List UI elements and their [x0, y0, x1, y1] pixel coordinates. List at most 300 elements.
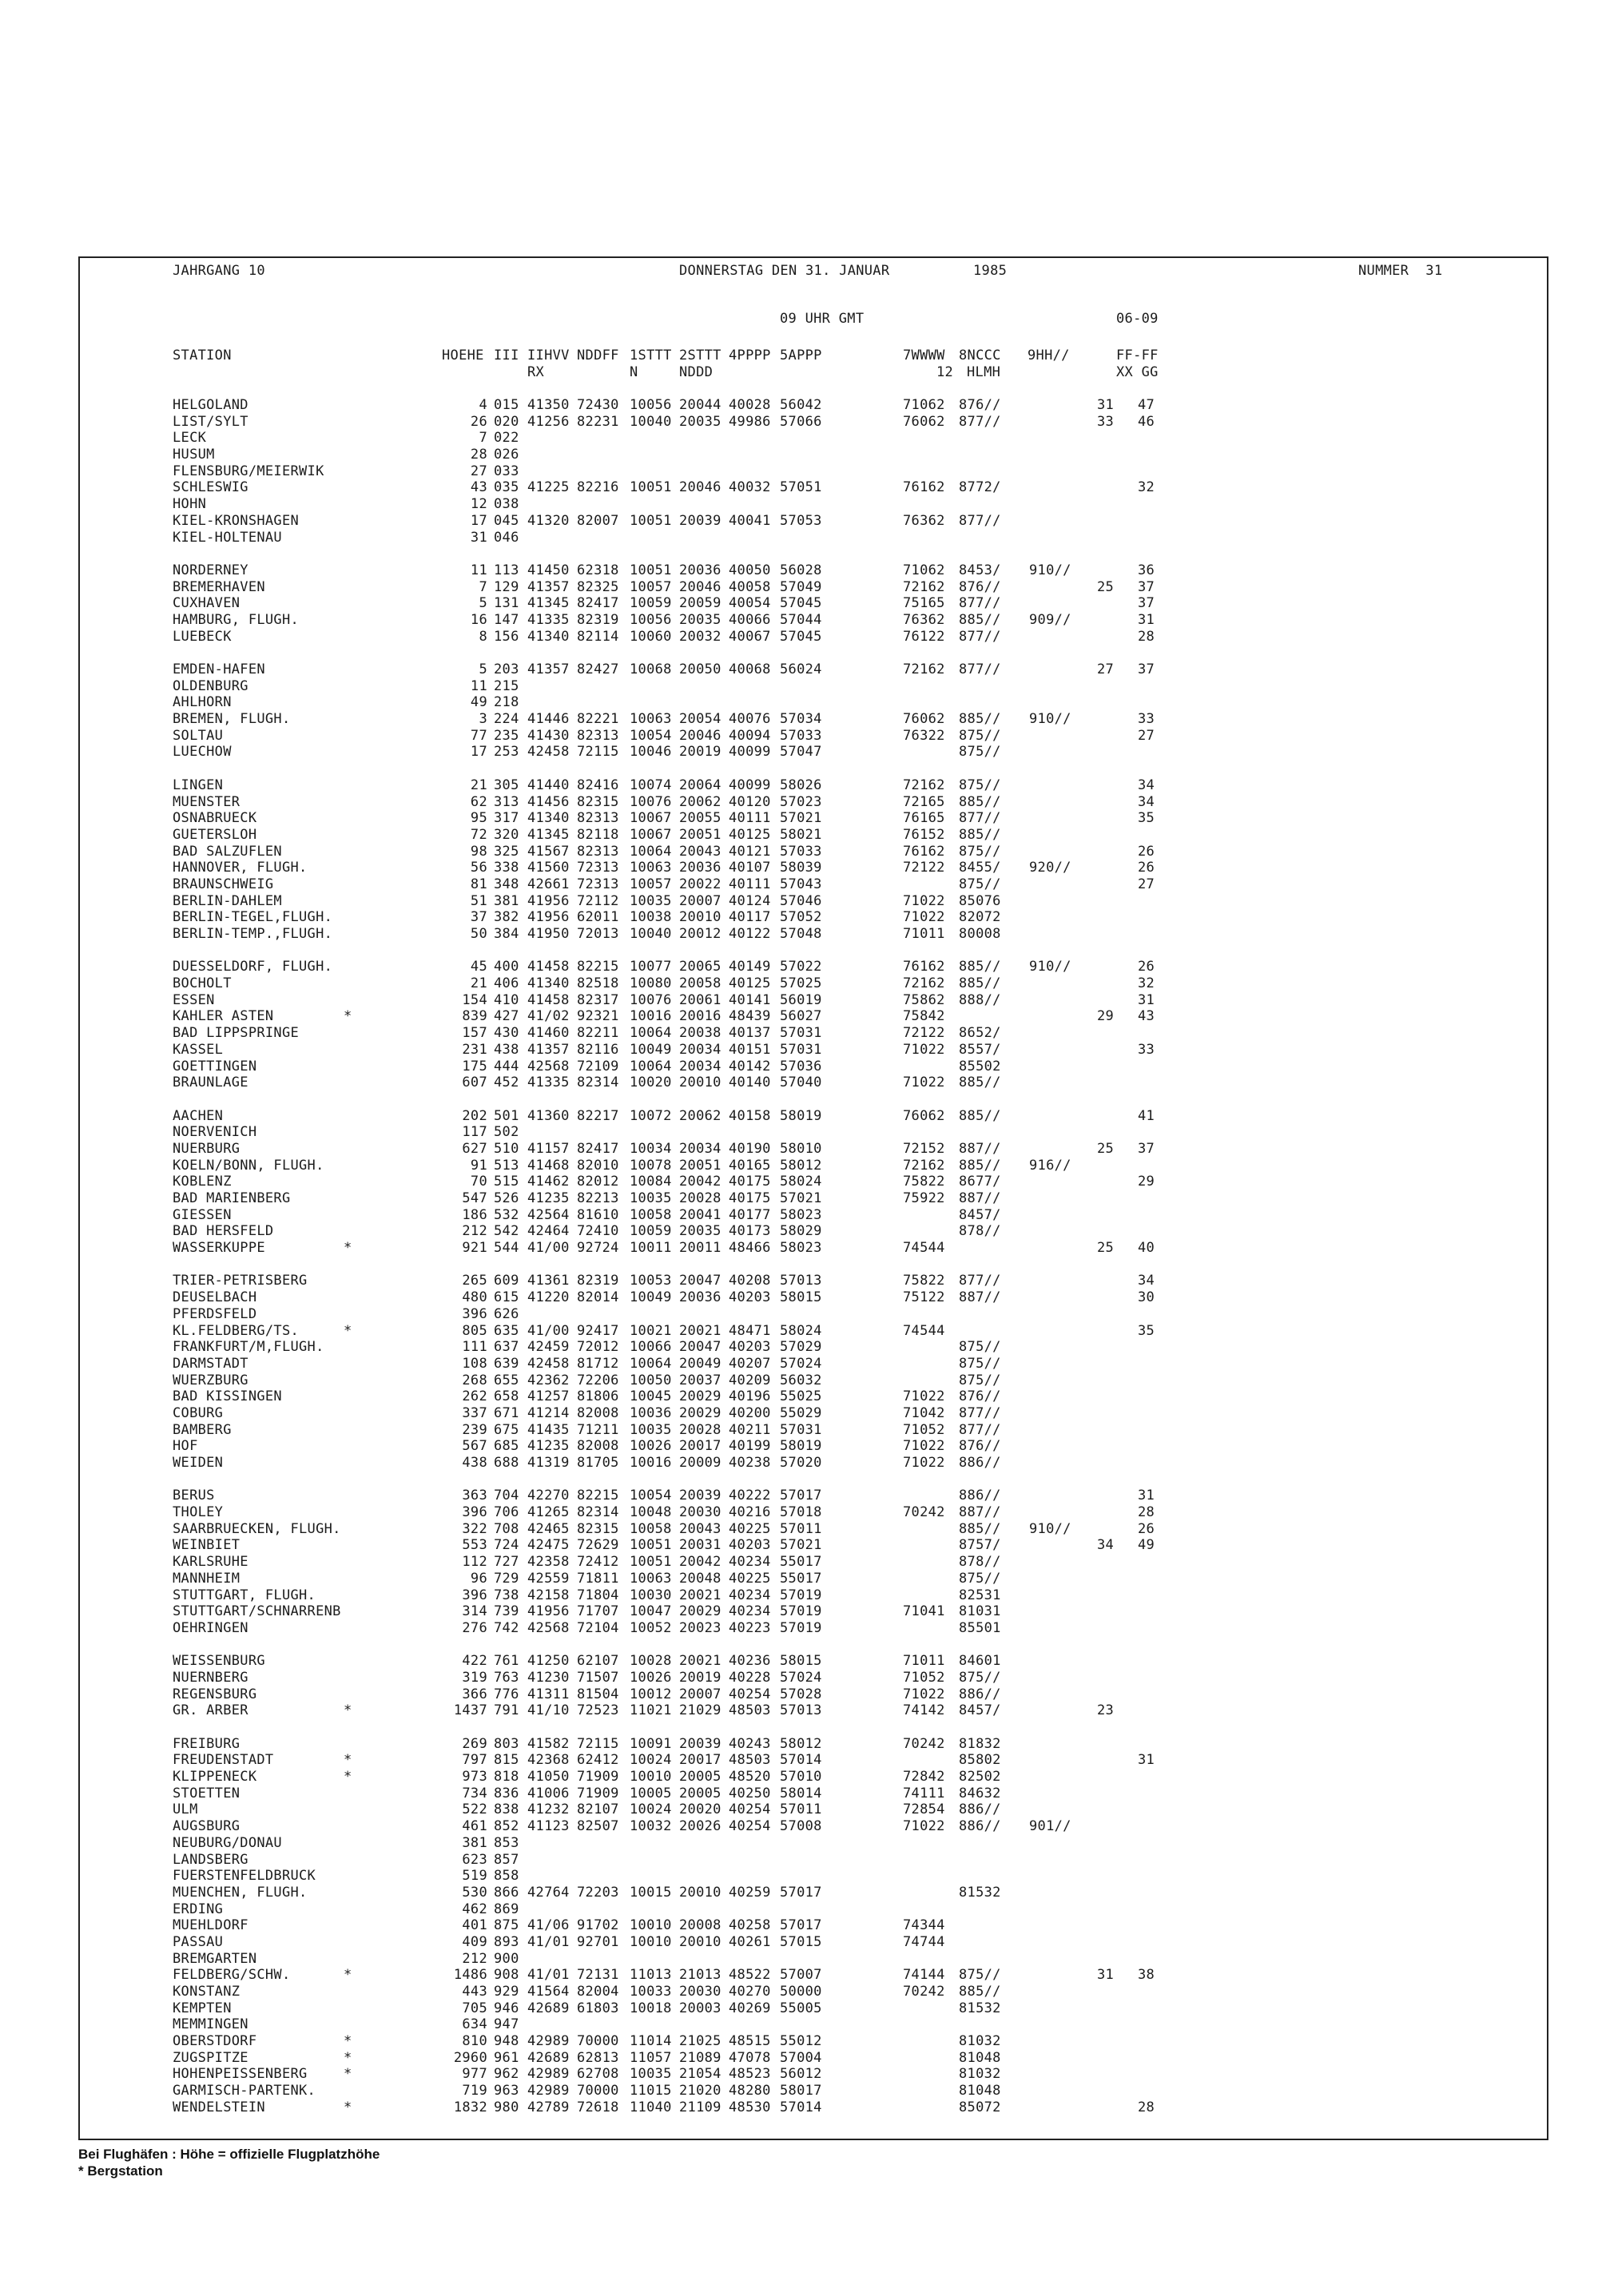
appp5-value: 58017	[780, 2083, 822, 2099]
nddff-value: 82313	[577, 810, 619, 827]
iii-value: 410	[494, 991, 519, 1008]
hoehe-value: 96	[470, 1570, 487, 1587]
iihvv-value: 42568	[527, 1619, 570, 1636]
sttt1-value: 10035	[630, 892, 672, 909]
nccc8-value: 877//	[959, 595, 1001, 612]
gg-value: 27	[1138, 727, 1155, 744]
table-row	[80, 777, 1518, 794]
sttt1-value: 10051	[630, 562, 672, 578]
hoehe-value: 21	[470, 975, 487, 992]
iihvv-value: 41340	[527, 975, 570, 992]
hoehe-value: 49	[470, 694, 487, 711]
nccc8-value: 887//	[959, 1140, 1001, 1157]
sttt2-value: 20011	[679, 1240, 721, 1257]
col-5appp: 5APPP	[780, 348, 822, 363]
wwww7-value: 76062	[903, 711, 945, 728]
table-row	[80, 2066, 1518, 2083]
pppp4-value: 40076	[729, 711, 771, 728]
iihvv-value: 41468	[527, 1157, 570, 1174]
hoehe-value: 212	[462, 1950, 487, 1967]
col-8nccc: 8NCCC	[959, 348, 1001, 363]
nddff-value: 62708	[577, 2066, 619, 2083]
nddff-value: 81712	[577, 1355, 619, 1372]
nddff-value: 72523	[577, 1702, 619, 1719]
hoehe-value: 396	[462, 1305, 487, 1322]
hoehe-value: 396	[462, 1587, 487, 1603]
appp5-value: 57011	[780, 1520, 822, 1537]
nddff-value: 82116	[577, 1041, 619, 1058]
col-4pppp: 4PPPP	[729, 348, 771, 363]
table-row	[80, 1273, 1518, 1289]
period-label: 06-09	[1116, 311, 1159, 327]
nddff-value: 62813	[577, 2049, 619, 2066]
hoehe-value: 202	[462, 1107, 487, 1124]
iii-value: 224	[494, 711, 519, 728]
station-name: SAARBRUECKEN, FLUGH.	[173, 1520, 341, 1537]
table-row	[80, 1835, 1518, 1852]
iihvv-value: 41250	[527, 1653, 570, 1670]
sttt2-value: 20010	[679, 909, 721, 926]
station-name: HAMBURG, FLUGH.	[173, 611, 300, 628]
station-name: FUERSTENFELDBRUCK	[173, 1868, 316, 1885]
gg-value: 36	[1138, 562, 1155, 578]
table-row	[80, 1934, 1518, 1951]
hoehe-value: 530	[462, 1884, 487, 1901]
appp5-value: 57017	[780, 1917, 822, 1934]
station-name: SCHLESWIG	[173, 479, 248, 496]
station-group	[80, 397, 1518, 546]
col-2sttt: 2STTT	[679, 348, 721, 363]
sttt1-value: 11057	[630, 2049, 672, 2066]
pppp4-value: 48515	[729, 2033, 771, 2050]
wwww7-value: 71062	[903, 562, 945, 578]
ff-value: 27	[1097, 661, 1115, 677]
station-name: ZUGSPITZE	[173, 2049, 248, 2066]
wwww7-value: 72162	[903, 1157, 945, 1174]
table-row	[80, 562, 1518, 579]
iii-value: 658	[494, 1388, 519, 1405]
iii-value: 963	[494, 2083, 519, 2099]
station-name: MUENCHEN, FLUGH.	[173, 1884, 308, 1901]
table-row	[80, 1356, 1518, 1372]
nddff-value: 82231	[577, 413, 619, 430]
table-row	[80, 893, 1518, 910]
sttt1-value: 10045	[630, 1388, 672, 1405]
iihvv-value: 41456	[527, 793, 570, 810]
iihvv-value: 41350	[527, 397, 570, 413]
wwww7-value: 72162	[903, 578, 945, 595]
nccc8-value: 885//	[959, 1157, 1001, 1174]
sttt2-value: 20020	[679, 1801, 721, 1818]
station-name: BAD HERSFELD	[173, 1223, 274, 1240]
gg-value: 26	[1138, 959, 1155, 975]
col-station: STATION	[173, 348, 232, 363]
pppp4-value: 48280	[729, 2083, 771, 2099]
iihvv-value: 42989	[527, 2066, 570, 2083]
iii-value: 015	[494, 397, 519, 413]
pppp4-value: 40099	[729, 744, 771, 761]
nddff-value: 70000	[577, 2033, 619, 2050]
iii-value: 438	[494, 1041, 519, 1058]
iii-value: 615	[494, 1289, 519, 1306]
iii-value: 526	[494, 1190, 519, 1206]
mountain-marker: *	[344, 1752, 352, 1769]
station-name: NORDERNEY	[173, 562, 248, 578]
iii-value: 325	[494, 843, 519, 860]
hoehe-value: 921	[462, 1240, 487, 1257]
hoehe-value: 112	[462, 1554, 487, 1571]
appp5-value: 57053	[780, 512, 822, 529]
sttt1-value: 10076	[630, 991, 672, 1008]
pppp4-value: 40121	[729, 843, 771, 860]
table-row	[80, 959, 1518, 975]
appp5-value: 58010	[780, 1140, 822, 1157]
pppp4-value: 40209	[729, 1372, 771, 1388]
nccc8-value: 885//	[959, 1075, 1001, 1091]
hoehe-value: 157	[462, 1025, 487, 1042]
sttt1-value: 10026	[630, 1438, 672, 1455]
col-7wwww: 7WWWW	[903, 348, 945, 363]
sttt1-value: 10032	[630, 1818, 672, 1835]
hoehe-value: 21	[470, 777, 487, 793]
sttt1-value: 10091	[630, 1735, 672, 1752]
nccc8-value: 8677/	[959, 1174, 1001, 1190]
iii-value: 803	[494, 1735, 519, 1752]
sttt1-value: 10064	[630, 1025, 672, 1042]
gg-value: 31	[1138, 1488, 1155, 1504]
sttt1-value: 10067	[630, 810, 672, 827]
iihvv-value: 41357	[527, 578, 570, 595]
station-name: DUESSELDORF, FLUGH.	[173, 959, 333, 975]
wwww7-value: 74144	[903, 1967, 945, 1984]
iii-value: 637	[494, 1339, 519, 1356]
wwww7-value: 74344	[903, 1917, 945, 1934]
pppp4-value: 40158	[729, 1107, 771, 1124]
table-row	[80, 1521, 1518, 1538]
wwww7-value: 71022	[903, 1686, 945, 1702]
sttt1-value: 11040	[630, 2099, 672, 2115]
sttt2-value: 20010	[679, 1884, 721, 1901]
station-name: PASSAU	[173, 1933, 224, 1950]
hoehe-value: 175	[462, 1058, 487, 1075]
appp5-value: 56042	[780, 397, 822, 413]
sttt2-value: 20054	[679, 711, 721, 728]
nddff-value: 70000	[577, 2083, 619, 2099]
iii-value: 929	[494, 1984, 519, 2000]
station-name: OSNABRUECK	[173, 810, 257, 827]
hoehe-value: 567	[462, 1438, 487, 1455]
sttt2-value: 20021	[679, 1322, 721, 1339]
sttt1-value: 10051	[630, 512, 672, 529]
station-name: MUENSTER	[173, 793, 240, 810]
wwww7-value: 72162	[903, 777, 945, 793]
table-row	[80, 1901, 1518, 1918]
pppp4-value: 40175	[729, 1174, 771, 1190]
hoehe-value: 1437	[453, 1702, 487, 1719]
nddff-value: 81504	[577, 1686, 619, 1702]
nccc8-value: 81532	[959, 2000, 1001, 2016]
sttt2-value: 20019	[679, 1669, 721, 1686]
sttt1-value: 10054	[630, 1488, 672, 1504]
table-row	[80, 414, 1518, 431]
sttt1-value: 10033	[630, 1984, 672, 2000]
hoehe-value: 5	[479, 595, 487, 612]
nccc8-value: 80008	[959, 926, 1001, 942]
station-name: OLDENBURG	[173, 677, 248, 694]
iihvv-value: 41235	[527, 1190, 570, 1206]
sttt2-value: 20048	[679, 1570, 721, 1587]
nccc8-value: 885//	[959, 711, 1001, 728]
table-row	[80, 661, 1518, 678]
appp5-value: 58023	[780, 1206, 822, 1223]
sttt2-value: 20034	[679, 1058, 721, 1075]
iii-value: 384	[494, 926, 519, 942]
sttt1-value: 10050	[630, 1372, 672, 1388]
gg-value: 26	[1138, 843, 1155, 860]
iihvv-value: 41311	[527, 1686, 570, 1702]
appp5-value: 58012	[780, 1157, 822, 1174]
pppp4-value: 40173	[729, 1223, 771, 1240]
iihvv-value: 42270	[527, 1488, 570, 1504]
pppp4-value: 40028	[729, 397, 771, 413]
iii-value: 742	[494, 1619, 519, 1636]
hoehe-value: 1486	[453, 1967, 487, 1984]
iii-value: 317	[494, 810, 519, 827]
iii-value: 875	[494, 1917, 519, 1934]
nccc8-value: 875//	[959, 1669, 1001, 1686]
hoehe-value: 623	[462, 1851, 487, 1868]
sttt1-value: 10024	[630, 1801, 672, 1818]
iihvv-value: 41050	[527, 1769, 570, 1786]
sttt1-value: 10074	[630, 777, 672, 793]
appp5-value: 57021	[780, 1190, 822, 1206]
iii-value: 818	[494, 1769, 519, 1786]
nddff-value: 81705	[577, 1455, 619, 1471]
wwww7-value: 72122	[903, 1025, 945, 1042]
sttt1-value: 10072	[630, 1107, 672, 1124]
table-row	[80, 1025, 1518, 1042]
sttt2-value: 20029	[679, 1404, 721, 1421]
station-name: BERUS	[173, 1488, 215, 1504]
station-group	[80, 562, 1518, 645]
table-row	[80, 2083, 1518, 2099]
table-row	[80, 1174, 1518, 1190]
wwww7-value: 71052	[903, 1669, 945, 1686]
nddff-value: 82314	[577, 1504, 619, 1521]
iii-value: 038	[494, 496, 519, 513]
iihvv-value: 42568	[527, 1058, 570, 1075]
table-row	[80, 1702, 1518, 1719]
sttt1-value: 10011	[630, 1240, 672, 1257]
wwww7-value: 72854	[903, 1801, 945, 1818]
iii-value: 946	[494, 2000, 519, 2016]
mountain-marker: *	[344, 2049, 352, 2066]
sttt2-value: 20007	[679, 1686, 721, 1702]
nddff-value: 82216	[577, 479, 619, 496]
iihvv-value: 41462	[527, 1174, 570, 1190]
nddff-value: 82319	[577, 611, 619, 628]
pppp4-value: 40236	[729, 1653, 771, 1670]
hoehe-value: 705	[462, 2000, 487, 2016]
station-name: AUGSBURG	[173, 1818, 240, 1835]
nddff-value: 82215	[577, 959, 619, 975]
hoehe-value: 28	[470, 447, 487, 463]
nccc8-value: 82502	[959, 1769, 1001, 1786]
table-row	[80, 1801, 1518, 1818]
wwww7-value: 76362	[903, 512, 945, 529]
station-name: NOERVENICH	[173, 1124, 257, 1141]
pppp4-value: 40107	[729, 860, 771, 876]
appp5-value: 57044	[780, 611, 822, 628]
hoehe-value: 3	[479, 711, 487, 728]
nddff-value: 82315	[577, 793, 619, 810]
nccc8-value: 81832	[959, 1735, 1001, 1752]
sttt1-value: 10078	[630, 1157, 672, 1174]
pppp4-value: 40222	[729, 1488, 771, 1504]
iii-value: 147	[494, 611, 519, 628]
appp5-value: 57036	[780, 1058, 822, 1075]
station-name: KIEL-KRONSHAGEN	[173, 512, 300, 529]
iihvv-value: 42689	[527, 2049, 570, 2066]
pppp4-value: 40196	[729, 1388, 771, 1405]
sttt2-value: 20028	[679, 1421, 721, 1438]
appp5-value: 57019	[780, 1603, 822, 1620]
gg-value: 35	[1138, 1322, 1155, 1339]
nddff-value: 72131	[577, 1967, 619, 1984]
iii-value: 866	[494, 1884, 519, 1901]
sttt1-value: 10051	[630, 479, 672, 496]
iihvv-value: 42362	[527, 1372, 570, 1388]
appp5-value: 57046	[780, 892, 822, 909]
hoehe-value: 366	[462, 1686, 487, 1702]
table-row	[80, 2050, 1518, 2067]
sttt2-value: 20038	[679, 1025, 721, 1042]
wwww7-value: 76062	[903, 413, 945, 430]
hh9-value: 920//	[1029, 860, 1071, 876]
wwww7-value: 75922	[903, 1190, 945, 1206]
iihvv-value: 42459	[527, 1339, 570, 1356]
gg-value: 37	[1138, 595, 1155, 612]
table-row	[80, 2099, 1518, 2116]
footnotes	[78, 2146, 380, 2179]
hoehe-value: 43	[470, 479, 487, 496]
iii-value: 218	[494, 694, 519, 711]
sttt2-value: 20047	[679, 1273, 721, 1289]
appp5-value: 57018	[780, 1504, 822, 1521]
wwww7-value: 70242	[903, 1504, 945, 1521]
wwww7-value: 71022	[903, 1438, 945, 1455]
table-row	[80, 1372, 1518, 1389]
station-name: ESSEN	[173, 991, 215, 1008]
gg-value: 34	[1138, 793, 1155, 810]
pppp4-value: 40094	[729, 727, 771, 744]
nddff-value: 61803	[577, 2000, 619, 2016]
sttt1-value: 10020	[630, 1075, 672, 1091]
iii-value: 838	[494, 1801, 519, 1818]
sttt1-value: 10064	[630, 1355, 672, 1372]
nddff-value: 82114	[577, 628, 619, 645]
pppp4-value: 40124	[729, 892, 771, 909]
hoehe-value: 108	[462, 1355, 487, 1372]
sttt2-value: 20035	[679, 611, 721, 628]
nccc8-value: 885//	[959, 959, 1001, 975]
pppp4-value: 40125	[729, 826, 771, 843]
table-row	[80, 860, 1518, 876]
col-7wwww-sub: 12	[936, 364, 954, 380]
station-name: LUECHOW	[173, 744, 232, 761]
wwww7-value: 76362	[903, 611, 945, 628]
hoehe-value: 977	[462, 2066, 487, 2083]
pppp4-value: 40254	[729, 1686, 771, 1702]
station-name: BAD KISSINGEN	[173, 1388, 282, 1405]
sttt2-value: 20017	[679, 1752, 721, 1769]
sttt1-value: 10035	[630, 2066, 672, 2083]
sttt2-value: 20061	[679, 991, 721, 1008]
sttt2-value: 20017	[679, 1438, 721, 1455]
date-label: DONNERSTAG DEN 31. JANUAR	[679, 263, 890, 279]
nccc8-value: 887//	[959, 1289, 1001, 1306]
appp5-value: 57048	[780, 926, 822, 942]
nccc8-value: 877//	[959, 661, 1001, 677]
wwww7-value: 75822	[903, 1174, 945, 1190]
nccc8-value: 886//	[959, 1686, 1001, 1702]
nccc8-value: 885//	[959, 611, 1001, 628]
hoehe-value: 973	[462, 1769, 487, 1786]
sttt2-value: 21020	[679, 2083, 721, 2099]
gg-value: 30	[1138, 1289, 1155, 1306]
iihvv-value: 41458	[527, 991, 570, 1008]
nddff-value: 82215	[577, 1488, 619, 1504]
jahrgang-label: JAHRGANG 10	[173, 263, 265, 279]
station-name: MUEHLDORF	[173, 1917, 248, 1934]
hoehe-value: 62	[470, 793, 487, 810]
pppp4-value: 40234	[729, 1554, 771, 1571]
col-1sttt: 1STTT	[630, 348, 672, 363]
sttt2-value: 20034	[679, 1041, 721, 1058]
appp5-value: 57022	[780, 959, 822, 975]
station-name: LANDSBERG	[173, 1851, 248, 1868]
hoehe-value: 239	[462, 1421, 487, 1438]
hh9-value: 910//	[1029, 562, 1071, 578]
hoehe-value: 91	[470, 1157, 487, 1174]
station-name: REGENSBURG	[173, 1686, 257, 1702]
hoehe-value: 265	[462, 1273, 487, 1289]
ff-value: 31	[1097, 1967, 1115, 1984]
station-group	[80, 1653, 1518, 1719]
nccc8-value: 875//	[959, 1355, 1001, 1372]
iihvv-value: 41257	[527, 1388, 570, 1405]
iii-value: 739	[494, 1603, 519, 1620]
appp5-value: 57043	[780, 876, 822, 892]
hoehe-value: 70	[470, 1174, 487, 1190]
pppp4-value: 48466	[729, 1240, 771, 1257]
iii-value: 671	[494, 1404, 519, 1421]
wwww7-value: 72165	[903, 793, 945, 810]
pppp4-value: 40117	[729, 909, 771, 926]
wwww7-value: 71011	[903, 926, 945, 942]
iii-value: 320	[494, 826, 519, 843]
nddff-value: 92321	[577, 1008, 619, 1025]
pppp4-value: 40067	[729, 628, 771, 645]
iii-value: 858	[494, 1868, 519, 1885]
pppp4-value: 40234	[729, 1587, 771, 1603]
hoehe-value: 7	[479, 578, 487, 595]
station-name: HUSUM	[173, 447, 215, 463]
footnote-airports: Bei Flughäfen : Höhe = offizielle Flugplatzhöhe	[78, 2147, 380, 2162]
iii-value: 869	[494, 1901, 519, 1917]
station-name: GIESSEN	[173, 1206, 232, 1223]
hoehe-value: 5	[479, 661, 487, 677]
